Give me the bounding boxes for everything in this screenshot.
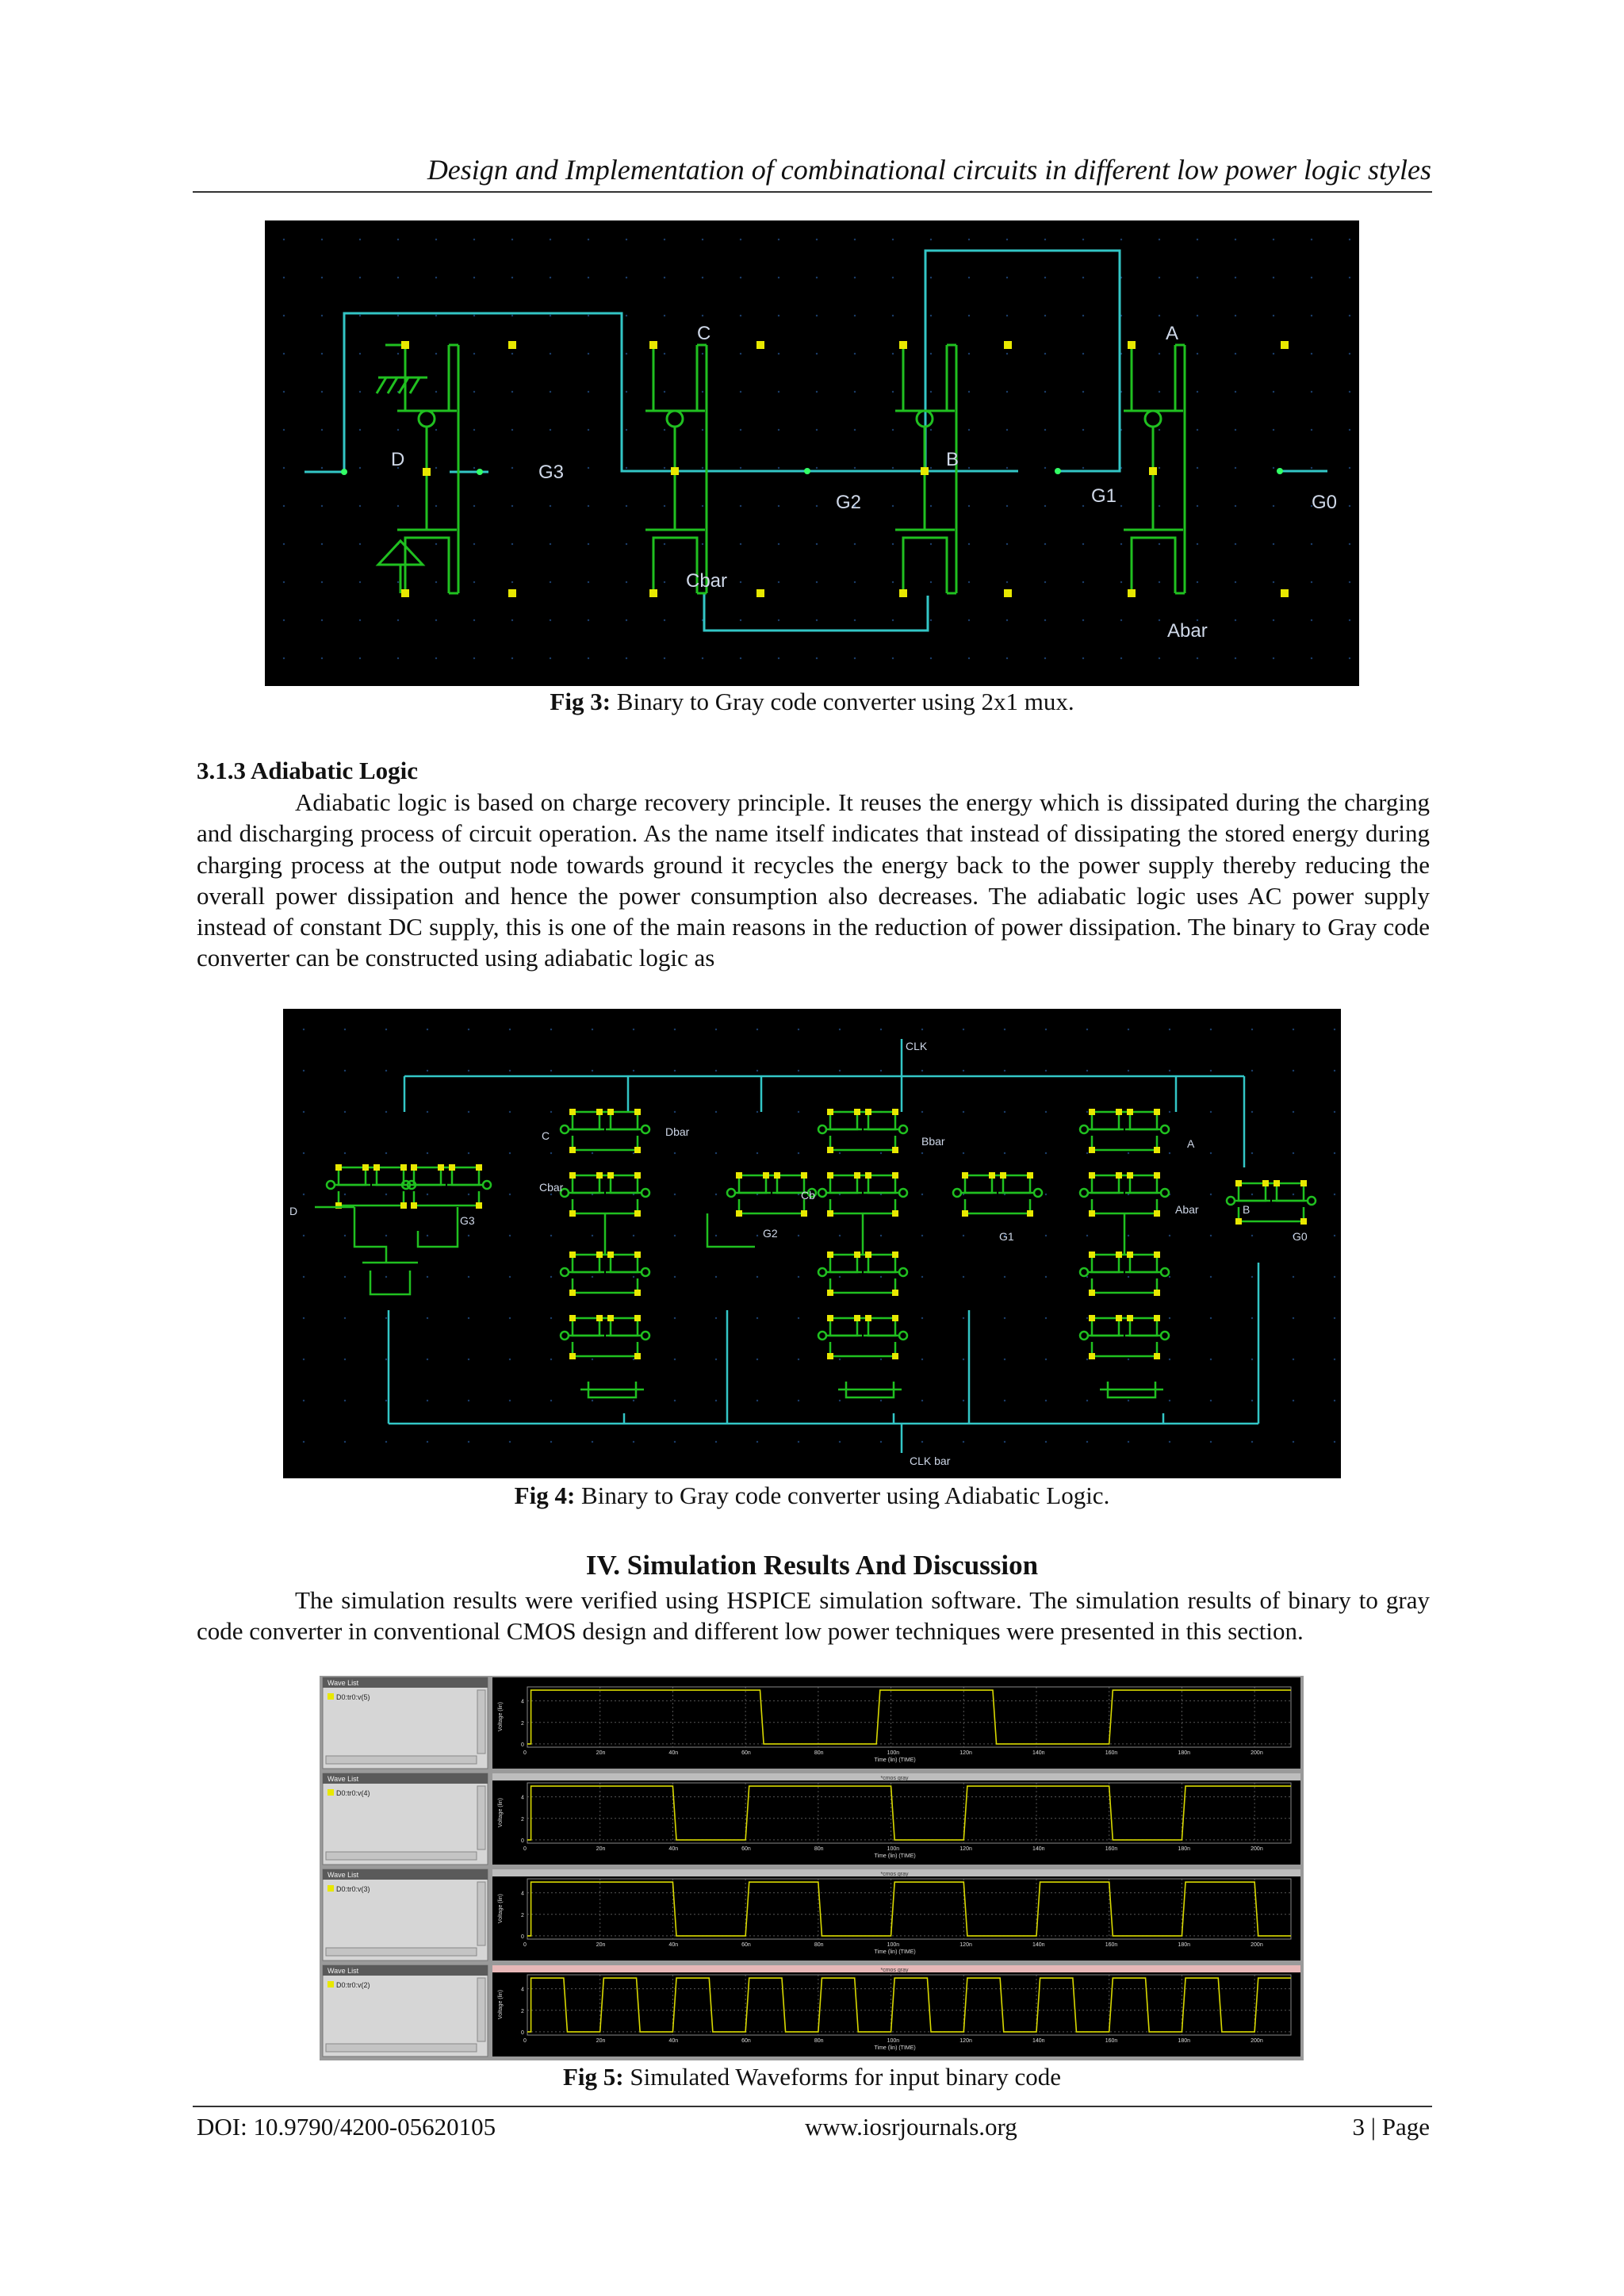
x-axis-label: Time (lin) (TIME) [874, 2045, 916, 2051]
fig3-label-cbar: Cbar [686, 570, 728, 592]
section-heading-adiabatic: 3.1.3 Adiabatic Logic [197, 757, 419, 784]
x-tick-label: 20n [596, 2038, 606, 2044]
fig4-label-g2: G2 [763, 1227, 778, 1240]
header-rule [193, 191, 1432, 193]
fig3-schematic [265, 220, 1359, 686]
x-tick-label: 40n [668, 2038, 679, 2044]
fig4-caption-label: Fig 4: [514, 1481, 576, 1509]
x-tick-label: 120n [959, 1942, 972, 1948]
x-tick-label: 200n [1251, 2038, 1263, 2044]
fig3-label-g1: G1 [1091, 485, 1117, 507]
x-tick-label: 200n [1251, 1846, 1263, 1852]
wave-list-title: Wave List [327, 1775, 359, 1783]
x-tick-label: 40n [668, 1846, 679, 1852]
footer-rule [193, 2106, 1432, 2107]
fig3-label-g0: G0 [1312, 492, 1338, 513]
plot-banner-text: *cmos gray [880, 1776, 909, 1781]
x-tick-label: 20n [596, 1846, 606, 1852]
fig4-label-clk-bar: CLK bar [910, 1455, 951, 1467]
x-tick-label: 180n [1178, 2038, 1191, 2044]
wave-list-scrollbar [477, 1882, 485, 1945]
x-tick-label: 140n [1032, 1942, 1045, 1948]
x-tick-label: 140n [1032, 2038, 1045, 2044]
x-tick-label: 80n [814, 1846, 824, 1852]
x-tick-label: 200n [1251, 1750, 1263, 1756]
wave-list-signal: D0:tr0:v(5) [336, 1693, 370, 1701]
signal-swatch [327, 1693, 334, 1700]
wave-list-hscroll [326, 1756, 477, 1764]
x-tick-label: 20n [596, 1942, 606, 1948]
fig4-label-g0: G0 [1293, 1230, 1308, 1243]
y-tick-label: 0 [521, 1838, 524, 1844]
wave-list-signal: D0:tr0:v(3) [336, 1885, 370, 1893]
fig3-label-abar: Abar [1167, 620, 1208, 642]
x-tick-label: 80n [814, 1750, 824, 1756]
y-axis-label: Voltage (lin) [498, 1798, 504, 1827]
x-tick-label: 0 [523, 2038, 527, 2044]
y-tick-label: 2 [521, 1816, 524, 1823]
y-tick-label: 4 [521, 1987, 524, 1993]
wave-list-signal: D0:tr0:v(2) [336, 1981, 370, 1989]
y-tick-label: 2 [521, 2008, 524, 2014]
y-axis-label: Voltage (lin) [498, 1990, 504, 2019]
x-tick-label: 60n [741, 1750, 751, 1756]
wave-list-pane [323, 1869, 488, 1961]
wave-list-pane [323, 1677, 488, 1769]
y-axis-label: Voltage (lin) [498, 1894, 504, 1923]
fig5-caption-text: Simulated Waveforms for input binary code [630, 2063, 1061, 2091]
x-tick-label: 100n [887, 1750, 900, 1756]
signal-swatch [327, 1789, 334, 1796]
x-axis-label: Time (lin) (TIME) [874, 1853, 916, 1859]
fig5-panel [323, 1677, 1300, 1769]
wave-list-hscroll [326, 1948, 477, 1956]
x-axis-label: Time (lin) (TIME) [874, 1949, 916, 1955]
x-tick-label: 60n [741, 1846, 751, 1852]
fig4-label-g3: G3 [460, 1214, 475, 1227]
x-tick-label: 60n [741, 2038, 751, 2044]
fig4-label-g1: G1 [999, 1230, 1014, 1243]
x-tick-label: 160n [1105, 1750, 1118, 1756]
fig4-label-bbar: Bbar [921, 1135, 945, 1148]
plot-banner-text: *cmos gray [880, 1872, 909, 1877]
fig4-label-d: D [289, 1205, 298, 1217]
x-tick-label: 0 [523, 1750, 527, 1756]
signal-swatch [327, 1981, 334, 1987]
x-tick-label: 160n [1105, 1846, 1118, 1852]
fig5-caption [0, 2062, 1624, 2092]
wave-list-signal: D0:tr0:v(4) [336, 1789, 370, 1797]
wave-list-hscroll [326, 2044, 477, 2052]
y-tick-label: 4 [521, 1795, 524, 1801]
footer-page: 3 | Page [1352, 2113, 1430, 2141]
x-tick-label: 100n [887, 2038, 900, 2044]
x-tick-label: 160n [1105, 1942, 1118, 1948]
y-axis-label: Voltage (lin) [498, 1702, 504, 1731]
fig4-label-cb: Cb [801, 1189, 815, 1202]
y-tick-label: 0 [521, 2030, 524, 2036]
x-tick-label: 120n [959, 2038, 972, 2044]
x-tick-label: 80n [814, 2038, 824, 2044]
fig4-label-abar: Abar [1175, 1203, 1199, 1216]
fig5-panel [323, 1869, 1300, 1961]
x-tick-label: 180n [1178, 1750, 1191, 1756]
fig4-caption-text: Binary to Gray code converter using Adiabatic Logic. [581, 1481, 1110, 1509]
y-tick-label: 2 [521, 1912, 524, 1918]
fig3-caption [0, 687, 1624, 717]
x-tick-label: 20n [596, 1750, 606, 1756]
fig3-label-d: D [391, 449, 405, 470]
fig5-panel [323, 1965, 1300, 2056]
x-tick-label: 200n [1251, 1942, 1263, 1948]
wave-list-pane [323, 1773, 488, 1865]
fig5-caption-label: Fig 5: [563, 2063, 624, 2091]
fig5-panel [323, 1773, 1300, 1865]
wave-list-title: Wave List [327, 1871, 359, 1879]
x-tick-label: 100n [887, 1846, 900, 1852]
fig3-label-a: A [1166, 323, 1179, 344]
x-tick-label: 60n [741, 1942, 751, 1948]
wave-list-pane [323, 1965, 488, 2056]
fig4-label-b: B [1243, 1203, 1251, 1216]
wave-list-scrollbar [477, 1786, 485, 1849]
wave-list-title: Wave List [327, 1967, 359, 1975]
x-tick-label: 160n [1105, 2038, 1118, 2044]
fig4-label-dbar: Dbar [665, 1125, 690, 1138]
fig4-caption [0, 1481, 1624, 1511]
y-tick-label: 4 [521, 1699, 524, 1705]
running-head: Design and Implementation of combinational circuits in different low power logic styles [427, 154, 1431, 186]
x-tick-label: 120n [959, 1846, 972, 1852]
section-title-simulation: IV. Simulation Results And Discussion [585, 1550, 1039, 1581]
fig4-label-cbar: Cbar [539, 1181, 564, 1194]
fig3-label-c: C [697, 323, 711, 344]
x-tick-label: 140n [1032, 1750, 1045, 1756]
fig3-label-g3: G3 [538, 462, 565, 483]
x-tick-label: 100n [887, 1942, 900, 1948]
wave-list-scrollbar [477, 1978, 485, 2041]
fig3-label-b: B [946, 449, 959, 470]
fig3-label-g2: G2 [836, 492, 862, 513]
x-tick-label: 180n [1178, 1846, 1191, 1852]
fig3-caption-text: Binary to Gray code converter using 2x1 mux. [616, 688, 1074, 715]
simulation-paragraph: The simulation results were verified using HSPICE simulation software. The simulation results of binary to gray code converter in conventional CMOS design and different low power techniques were presented in this section. [197, 1586, 1430, 1646]
footer-doi: DOI: 10.9790/4200-05620105 [197, 2113, 496, 2141]
x-tick-label: 40n [668, 1942, 679, 1948]
plot-banner-text: *cmos gray [880, 1968, 909, 1973]
fig4-label-a: A [1187, 1137, 1195, 1150]
fig4-label-c: C [542, 1129, 550, 1142]
x-tick-label: 0 [523, 1846, 527, 1852]
x-axis-label: Time (lin) (TIME) [874, 1757, 916, 1763]
x-tick-label: 120n [959, 1750, 972, 1756]
adiabatic-paragraph: Adiabatic logic is based on charge recovery principle. It reuses the energy which is dissipated during the charging and discharging process of circuit operation. As the name itself indicates that instead of dissipating the stored energy during charging process at the output node towards ground it recycles the energy back to the power supply thereby reducing the overall power dissipation and hence the power consumption also decreases. The adiabatic logic uses AC power supply instead of constant DC supply, this is one of the main reasons in the reduction of power dissipation. The binary to Gray code converter can be constructed using adiabatic logic as [197, 788, 1430, 972]
x-tick-label: 180n [1178, 1942, 1191, 1948]
y-tick-label: 2 [521, 1720, 524, 1727]
wave-list-title: Wave List [327, 1679, 359, 1687]
y-tick-label: 0 [521, 1742, 524, 1748]
fig4-schematic [283, 1009, 1341, 1478]
x-tick-label: 40n [668, 1750, 679, 1756]
footer-website: www.iosrjournals.org [805, 2113, 1017, 2141]
x-tick-label: 140n [1032, 1846, 1045, 1852]
x-tick-label: 80n [814, 1942, 824, 1948]
y-tick-label: 0 [521, 1934, 524, 1940]
wave-list-scrollbar [477, 1690, 485, 1754]
signal-swatch [327, 1885, 334, 1892]
y-tick-label: 4 [521, 1891, 524, 1897]
fig5-waveforms [320, 1676, 1304, 2060]
fig4-label-clk: CLK [906, 1040, 928, 1052]
fig3-caption-label: Fig 3: [550, 688, 611, 715]
wave-list-hscroll [326, 1852, 477, 1860]
x-tick-label: 0 [523, 1942, 527, 1948]
